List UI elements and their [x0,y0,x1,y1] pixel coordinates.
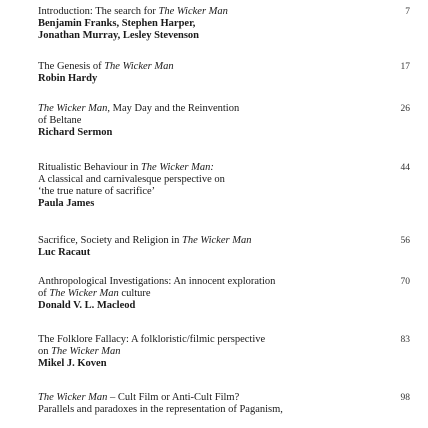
page-number: 17 [400,62,410,72]
page-number: 98 [400,393,410,403]
title-text: Parallels and paradoxes in the representation of Paganism, [38,404,283,415]
toc-entry[interactable] [38,334,410,370]
italic-title-text: The Wicker Man [38,103,108,114]
title-text: culture [118,288,151,299]
entry-subtitle [38,186,410,198]
title-text: ‘the true nature of sacrifice’ [38,186,156,197]
entry-title [38,162,410,174]
entry-subtitle [38,404,410,416]
entry-title [38,392,410,404]
page-number: 44 [400,163,410,173]
entry-author: Donald V. L. Macleod [38,300,136,311]
entry-title [38,235,410,247]
title-text: Introduction: The search for [38,6,159,17]
title-text: The Genesis of [38,61,105,72]
italic-title-text: The Wicker Man [49,288,119,299]
title-text: Anthropological Investigations: An innocent exploration [38,276,276,287]
entry-author: Jonathan Murray, Lesley Stevenson [38,30,200,41]
toc-entry[interactable] [38,235,410,259]
italic-title-text: The Wicker Man: [140,162,214,173]
entry-subtitle [38,174,410,186]
entry-subtitle [38,288,410,300]
title-text: Ritualistic Behaviour in [38,162,141,173]
toc-entry[interactable] [38,103,410,139]
page-number: 26 [400,104,410,114]
entry-title [38,6,410,18]
toc-entry[interactable] [38,276,410,312]
entry-title [38,334,410,346]
toc-entry[interactable] [38,6,410,42]
entry-author: Paula James [38,198,95,209]
toc-entry[interactable] [38,61,410,85]
page-number: 70 [400,277,410,287]
title-text: – Cult Film or Anti-Cult Film? [107,392,240,403]
entry-subtitle [38,346,410,358]
entry-author: Robin Hardy [38,73,98,84]
title-text: of Beltane [38,115,82,126]
italic-title-text: The Wicker Man [158,6,228,17]
title-text: on [38,346,52,357]
page-number: 56 [400,236,410,246]
title-text: of [38,288,50,299]
entry-title [38,61,410,73]
page-number: 7 [405,7,410,17]
entry-author: Mikel J. Koven [38,358,107,369]
entry-title [38,276,410,288]
page-number: 83 [400,335,410,345]
entry-author: Benjamin Franks, Stephen Harper, [38,18,196,29]
title-text: Sacrifice, Society and Religion in [38,235,183,246]
entry-subtitle [38,115,410,127]
title-text: , May Day and the Reinvention [107,103,240,114]
italic-title-text: The Wicker Man [38,392,108,403]
entry-author: Richard Sermon [38,127,113,138]
italic-title-text: The Wicker Man [51,346,121,357]
title-text: A classical and carnivalesque perspective on [38,174,225,185]
entry-author: Luc Racaut [38,247,91,258]
toc-entry[interactable] [38,162,410,210]
italic-title-text: The Wicker Man [182,235,252,246]
title-text: The Folklore Fallacy: A folkloristic/filmic perspective [38,334,266,345]
italic-title-text: The Wicker Man [104,61,174,72]
entry-title [38,103,410,115]
toc-entry[interactable] [38,392,410,416]
